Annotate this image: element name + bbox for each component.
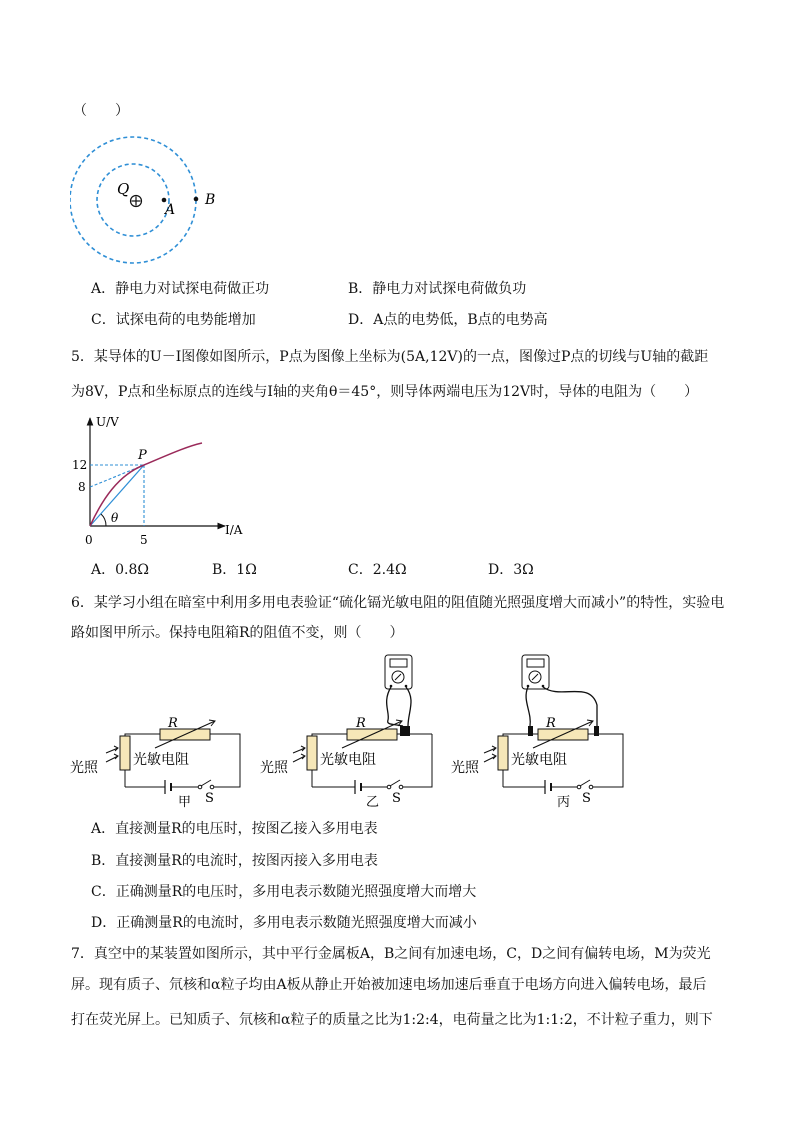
point-b-dot <box>194 197 199 202</box>
name-jia: 甲 <box>178 795 192 810</box>
multimeter-icon <box>385 655 412 689</box>
light-label-bing: 光照 <box>451 760 479 776</box>
name-bing: 丙 <box>557 795 571 810</box>
q6-stem-line2: 路如图甲所示。保持电阻箱R的阻值不变，则（ ） <box>71 625 404 641</box>
r-label-bing: R <box>546 716 556 731</box>
i-axis-label: I/A <box>225 523 243 537</box>
light-label-yi: 光照 <box>260 760 288 776</box>
point-b-label: B <box>205 192 216 208</box>
tick-5: 5 <box>140 533 148 547</box>
outer-equipotential-circle <box>70 137 196 263</box>
q6-stem-line1: 6．某学习小组在暗室中利用多用电表验证“硫化镉光敏电阻的阻值随光照强度增大而减小”的特性，实验电 <box>71 595 725 611</box>
q7-stem-line1: 7．真空中的某装置如图所示，其中平行金属板A，B之间有加速电场，C，D之间有偏转电场，M为荧光 <box>71 946 711 962</box>
q5-ui-graph <box>70 410 260 550</box>
q7-stem-line2: 屏。现有质子、氘核和α粒子均由A板从静止开始被加速电场加速后垂直于电场方向进入偏转电场，最后 <box>71 977 707 993</box>
q5-stem-line1: 5．某导体的U－I图像如图所示，P点为图像上坐标为(5A,12V)的一点，图像过P点的切线与U轴的截距 <box>71 349 709 365</box>
charge-label-q: Q <box>117 180 130 198</box>
tick-12: 12 <box>72 458 88 472</box>
tick-8: 8 <box>78 480 86 494</box>
ldr-label-bing: 光敏电阻 <box>511 752 567 768</box>
light-label-jia: 光照 <box>70 760 98 776</box>
point-p-label: P <box>138 448 147 463</box>
multimeter-icon <box>522 655 549 689</box>
q4-option-a: A．静电力对试探电荷做正功 <box>91 281 270 297</box>
q5-option-a: A．0.8Ω <box>91 562 149 578</box>
s-label-jia: S <box>205 791 214 806</box>
q5-option-b: B．1Ω <box>212 562 257 578</box>
angle-arc <box>101 514 106 526</box>
s-label-yi: S <box>392 791 401 806</box>
angle-theta: θ <box>111 511 119 525</box>
q6-option-b: B．直接测量R的电流时，按图丙接入多用电表 <box>91 853 378 869</box>
q4-field-figure <box>70 130 240 270</box>
r-label-jia: R <box>168 716 178 731</box>
q6-option-d: D．正确测量R的电流时，多用电表示数随光照强度增大而减小 <box>91 915 477 931</box>
origin-0: 0 <box>85 533 93 547</box>
s-label-bing: S <box>582 791 591 806</box>
circuit-yi <box>260 655 432 810</box>
q7-stem-line3: 打在荧光屏上。已知质子、氘核和α粒子的质量之比为1:2:4，电荷量之比为1:1:2，不计粒子重力，则下 <box>71 1012 713 1028</box>
q5-option-d: D．3Ω <box>488 562 534 578</box>
ldr-label-yi: 光敏电阻 <box>320 752 376 768</box>
ldr-label-jia: 光敏电阻 <box>133 752 189 768</box>
r-label-yi: R <box>356 716 366 731</box>
u-axis-label: U/V <box>96 415 119 429</box>
q5-option-c: C．2.4Ω <box>348 562 407 578</box>
point-a-label: A <box>165 202 176 218</box>
name-yi: 乙 <box>366 795 380 810</box>
circuit-bing <box>451 655 623 810</box>
q4-option-c: C．试探电荷的电势能增加 <box>91 312 256 328</box>
q6-circuits-figure <box>70 650 640 810</box>
circuit-jia <box>70 716 240 810</box>
inner-equipotential-circle <box>97 164 169 236</box>
q6-option-a: A．直接测量R的电压时，按图乙接入多用电表 <box>91 821 378 837</box>
q4-paren: （ ） <box>73 103 129 119</box>
q5-stem-line2: 为8V，P点和坐标原点的连线与I轴的夹角θ＝45°，则导体两端电压为12V时，导体的电阻为（ ） <box>71 384 699 400</box>
q6-option-c: C．正确测量R的电压时，多用电表示数随光照强度增大而增大 <box>91 884 477 900</box>
q4-option-d: D．A点的电势低，B点的电势高 <box>348 312 548 328</box>
q4-option-b: B．静电力对试探电荷做负功 <box>348 281 527 297</box>
